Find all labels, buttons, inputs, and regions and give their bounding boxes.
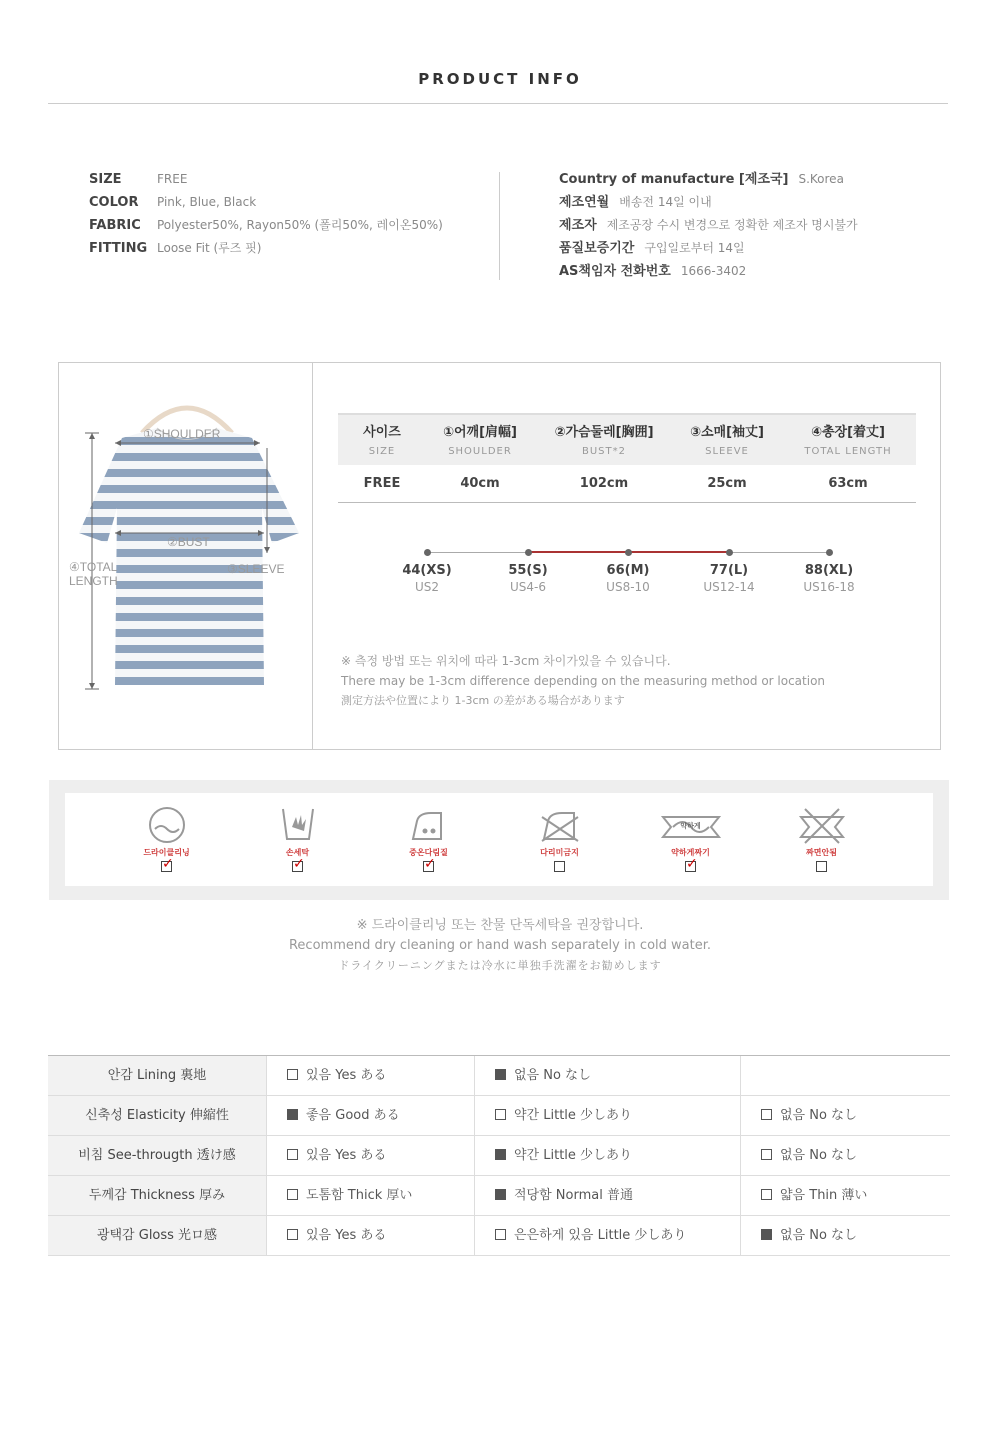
checkbox xyxy=(761,1109,772,1120)
info-row-fitting xyxy=(89,239,443,262)
scale-us: US8-10 xyxy=(606,580,650,594)
care-checkbox xyxy=(816,861,827,872)
scale-dot xyxy=(726,549,733,556)
size-section-divider xyxy=(312,363,313,749)
info-row-country xyxy=(559,170,858,193)
scale-us: US12-14 xyxy=(703,580,755,594)
care-checkbox xyxy=(554,861,565,872)
material-head: 두께감 Thickness 厚み xyxy=(48,1176,266,1215)
info-key: 제조자 xyxy=(559,218,597,233)
measure-note-ko: ※ 측정 방법 또는 위치에 따라 1-3cm 차이가있을 수 있습니다. xyxy=(341,654,671,668)
scale-us: US4-6 xyxy=(510,580,546,594)
size-section xyxy=(58,362,941,750)
material-option xyxy=(474,1216,740,1255)
header-ko: ②가슴둘레[胸囲] xyxy=(554,425,654,440)
info-value: 구입일로부터 14일 xyxy=(644,241,745,255)
wring-inner-label: 약하게 xyxy=(680,822,701,830)
header-ko: ①어깨[肩幅] xyxy=(442,425,517,440)
option-label: 있음 Yes ある xyxy=(306,1228,387,1243)
shoulder-label: ①SHOULDER xyxy=(143,427,221,441)
scale-dot xyxy=(525,549,532,556)
scale-label xyxy=(387,563,467,594)
info-value: 제조공장 수시 변경으로 정확한 제조자 명시불가 xyxy=(606,218,858,232)
option-label: 좋음 Good ある xyxy=(306,1108,400,1123)
checkbox-checked xyxy=(287,1109,298,1120)
info-key: SIZE xyxy=(89,172,122,187)
care-label: 짜면안됨 xyxy=(806,848,837,857)
material-option xyxy=(740,1096,950,1135)
material-option xyxy=(266,1096,474,1135)
care-item-dry-clean xyxy=(101,793,232,886)
material-option xyxy=(474,1136,740,1175)
scale-us: US16-18 xyxy=(803,580,855,594)
info-key: 제조연월 xyxy=(559,195,610,210)
info-value: Loose Fit (루즈 핏) xyxy=(157,241,262,255)
material-row-elasticity xyxy=(48,1096,950,1136)
scale-kr: 88(XL) xyxy=(804,563,854,578)
care-note-ko: ※ 드라이클리닝 또는 찬물 단독세탁을 권장합니다. xyxy=(356,918,644,933)
scale-label xyxy=(588,563,668,594)
care-item-no-wring xyxy=(756,793,887,886)
scale-kr: 77(L) xyxy=(709,563,749,578)
care-checkbox xyxy=(685,861,696,872)
material-option xyxy=(474,1096,740,1135)
material-option xyxy=(266,1216,474,1255)
checkbox xyxy=(495,1229,506,1240)
info-value: S.Korea xyxy=(798,172,844,186)
header-ko: 사이즈 xyxy=(363,425,401,440)
care-checkbox xyxy=(292,861,303,872)
material-row-see-through xyxy=(48,1136,950,1176)
scale-dot xyxy=(826,549,833,556)
total-length-label-1: ④TOTAL xyxy=(69,560,118,574)
header-ko: ③소매[袖丈] xyxy=(689,425,764,440)
header-ko: ④총장[着丈] xyxy=(810,425,885,440)
header-cell xyxy=(674,415,780,465)
checkbox xyxy=(287,1189,298,1200)
info-divider xyxy=(499,172,500,280)
checkbox-checked xyxy=(495,1149,506,1160)
material-row-thickness xyxy=(48,1176,950,1216)
hand-wash-icon xyxy=(278,805,318,845)
size-table xyxy=(338,413,916,503)
option-label: 적당함 Normal 普通 xyxy=(514,1188,633,1203)
care-label: 드라이클리닝 xyxy=(143,848,190,857)
table-cell: 25cm xyxy=(707,476,747,491)
sleeve-label: ③SLEEVE xyxy=(227,562,285,576)
table-cell: FREE xyxy=(363,476,401,491)
info-key: 품질보증기간 xyxy=(559,241,635,256)
care-checkbox xyxy=(161,861,172,872)
title-divider xyxy=(48,103,948,104)
material-option xyxy=(474,1176,740,1215)
measure-note xyxy=(341,651,825,711)
table-cell: 102cm xyxy=(579,476,629,491)
material-head: 안감 Lining 裏地 xyxy=(48,1056,266,1095)
care-item-iron xyxy=(363,793,494,886)
size-table-header xyxy=(338,413,916,465)
care-item-wring-gently xyxy=(625,793,756,886)
option-label: 없음 No なし xyxy=(780,1148,858,1163)
material-option xyxy=(740,1176,950,1215)
info-key: FABRIC xyxy=(89,218,141,233)
checkbox xyxy=(287,1069,298,1080)
dry-clean-icon xyxy=(147,805,187,845)
table-cell: 40cm xyxy=(460,476,500,491)
option-label: 없음 No なし xyxy=(780,1228,858,1243)
option-label: 은은하게 있음 Little 少しあり xyxy=(514,1228,687,1243)
product-info-left xyxy=(89,170,443,262)
care-label: 중온다림질 xyxy=(409,848,448,857)
scale-label xyxy=(689,563,769,594)
option-label: 있음 Yes ある xyxy=(306,1068,387,1083)
care-note-jp: ドライクリーニングまたは冷水に単独手洗濯をお勧めします xyxy=(338,959,662,972)
scale-kr: 55(S) xyxy=(508,563,548,578)
care-section xyxy=(49,780,949,900)
header-en: SLEEVE xyxy=(705,446,749,457)
care-checkbox xyxy=(423,861,434,872)
info-key: COLOR xyxy=(89,195,139,210)
checkbox-checked xyxy=(761,1229,772,1240)
info-row-as-phone xyxy=(559,262,858,285)
material-table xyxy=(48,1055,950,1256)
scale-kr: 66(M) xyxy=(606,563,650,578)
header-cell xyxy=(426,415,534,465)
checkbox-checked xyxy=(495,1189,506,1200)
material-head: 비침 See-througth 透け感 xyxy=(48,1136,266,1175)
info-row-fabric xyxy=(89,216,443,239)
care-icons xyxy=(65,793,933,886)
scale-kr: 44(XS) xyxy=(402,563,452,578)
table-cell: 63cm xyxy=(828,476,868,491)
material-option xyxy=(266,1136,474,1175)
checkbox xyxy=(761,1189,772,1200)
info-row-warranty xyxy=(559,239,858,262)
material-option xyxy=(740,1216,950,1255)
option-label: 있음 Yes ある xyxy=(306,1148,387,1163)
option-label: 약간 Little 少しあり xyxy=(514,1108,633,1123)
checkbox xyxy=(495,1109,506,1120)
option-label: 얇음 Thin 薄い xyxy=(780,1188,868,1203)
care-label: 손세탁 xyxy=(285,848,310,857)
care-note xyxy=(0,916,1000,976)
info-row-color xyxy=(89,193,443,216)
scale-dot xyxy=(625,549,632,556)
material-head: 신축성 Elasticity 伸縮性 xyxy=(48,1096,266,1135)
material-head: 광택감 Gloss 光ロ感 xyxy=(48,1216,266,1255)
material-option xyxy=(474,1056,740,1095)
header-en: SHOULDER xyxy=(448,446,512,457)
iron-medium-icon xyxy=(407,805,451,845)
material-row-gloss xyxy=(48,1216,950,1256)
header-cell xyxy=(780,415,916,465)
info-key: AS책임자 전화번호 xyxy=(559,264,671,279)
no-iron-icon xyxy=(538,805,582,845)
care-note-en: Recommend dry cleaning or hand wash separately in cold water. xyxy=(288,938,711,953)
info-value: Pink, Blue, Black xyxy=(157,195,257,209)
total-length-label-2: LENGTH xyxy=(69,574,118,588)
header-en: SIZE xyxy=(368,446,396,457)
info-key: Country of manufacture [제조국] xyxy=(559,172,789,187)
scale-label xyxy=(488,563,568,594)
material-option-empty xyxy=(740,1056,950,1095)
material-row-lining xyxy=(48,1056,950,1096)
info-row-manufacture-date xyxy=(559,193,858,216)
size-scale xyxy=(399,545,879,605)
scale-dot xyxy=(424,549,431,556)
care-item-no-iron xyxy=(494,793,625,886)
no-wring-icon xyxy=(797,805,847,845)
option-label: 없음 No なし xyxy=(780,1108,858,1123)
checkbox-checked xyxy=(495,1069,506,1080)
product-info-right xyxy=(559,170,858,285)
measure-note-en: There may be 1-3cm difference depending on the measuring method or location xyxy=(341,674,826,688)
info-row-size xyxy=(89,170,443,193)
scale-label xyxy=(789,563,869,594)
care-item-hand-wash xyxy=(232,793,363,886)
header-en: TOTAL LENGTH xyxy=(804,446,892,457)
measure-note-jp: 測定方法や位置により 1-3cm の差がある場合があります xyxy=(341,694,625,707)
info-value: 배송전 14일 이내 xyxy=(619,195,712,209)
header-en: BUST*2 xyxy=(582,446,626,457)
info-row-manufacturer xyxy=(559,216,858,239)
material-option xyxy=(266,1056,474,1095)
material-option xyxy=(740,1136,950,1175)
care-label: 다리미금지 xyxy=(540,848,579,857)
care-label: 약하게짜기 xyxy=(671,848,710,857)
bust-label: ②BUST xyxy=(167,535,210,549)
material-option xyxy=(266,1176,474,1215)
scale-us: US2 xyxy=(414,580,440,594)
info-value: FREE xyxy=(157,172,188,186)
info-key: FITTING xyxy=(89,241,148,256)
option-label: 도톰함 Thick 厚い xyxy=(306,1188,413,1203)
option-label: 약간 Little 少しあり xyxy=(514,1148,633,1163)
info-value: Polyester50%, Rayon50% (폴리50%, 레이온50%) xyxy=(157,218,443,232)
checkbox xyxy=(761,1149,772,1160)
header-cell xyxy=(534,415,674,465)
checkbox xyxy=(287,1229,298,1240)
size-table-row xyxy=(338,465,916,503)
checkbox xyxy=(287,1149,298,1160)
option-label: 없음 No なし xyxy=(514,1068,592,1083)
page-title: PRODUCT INFO xyxy=(418,70,582,88)
info-value: 1666-3402 xyxy=(680,264,747,278)
header-cell xyxy=(338,415,426,465)
